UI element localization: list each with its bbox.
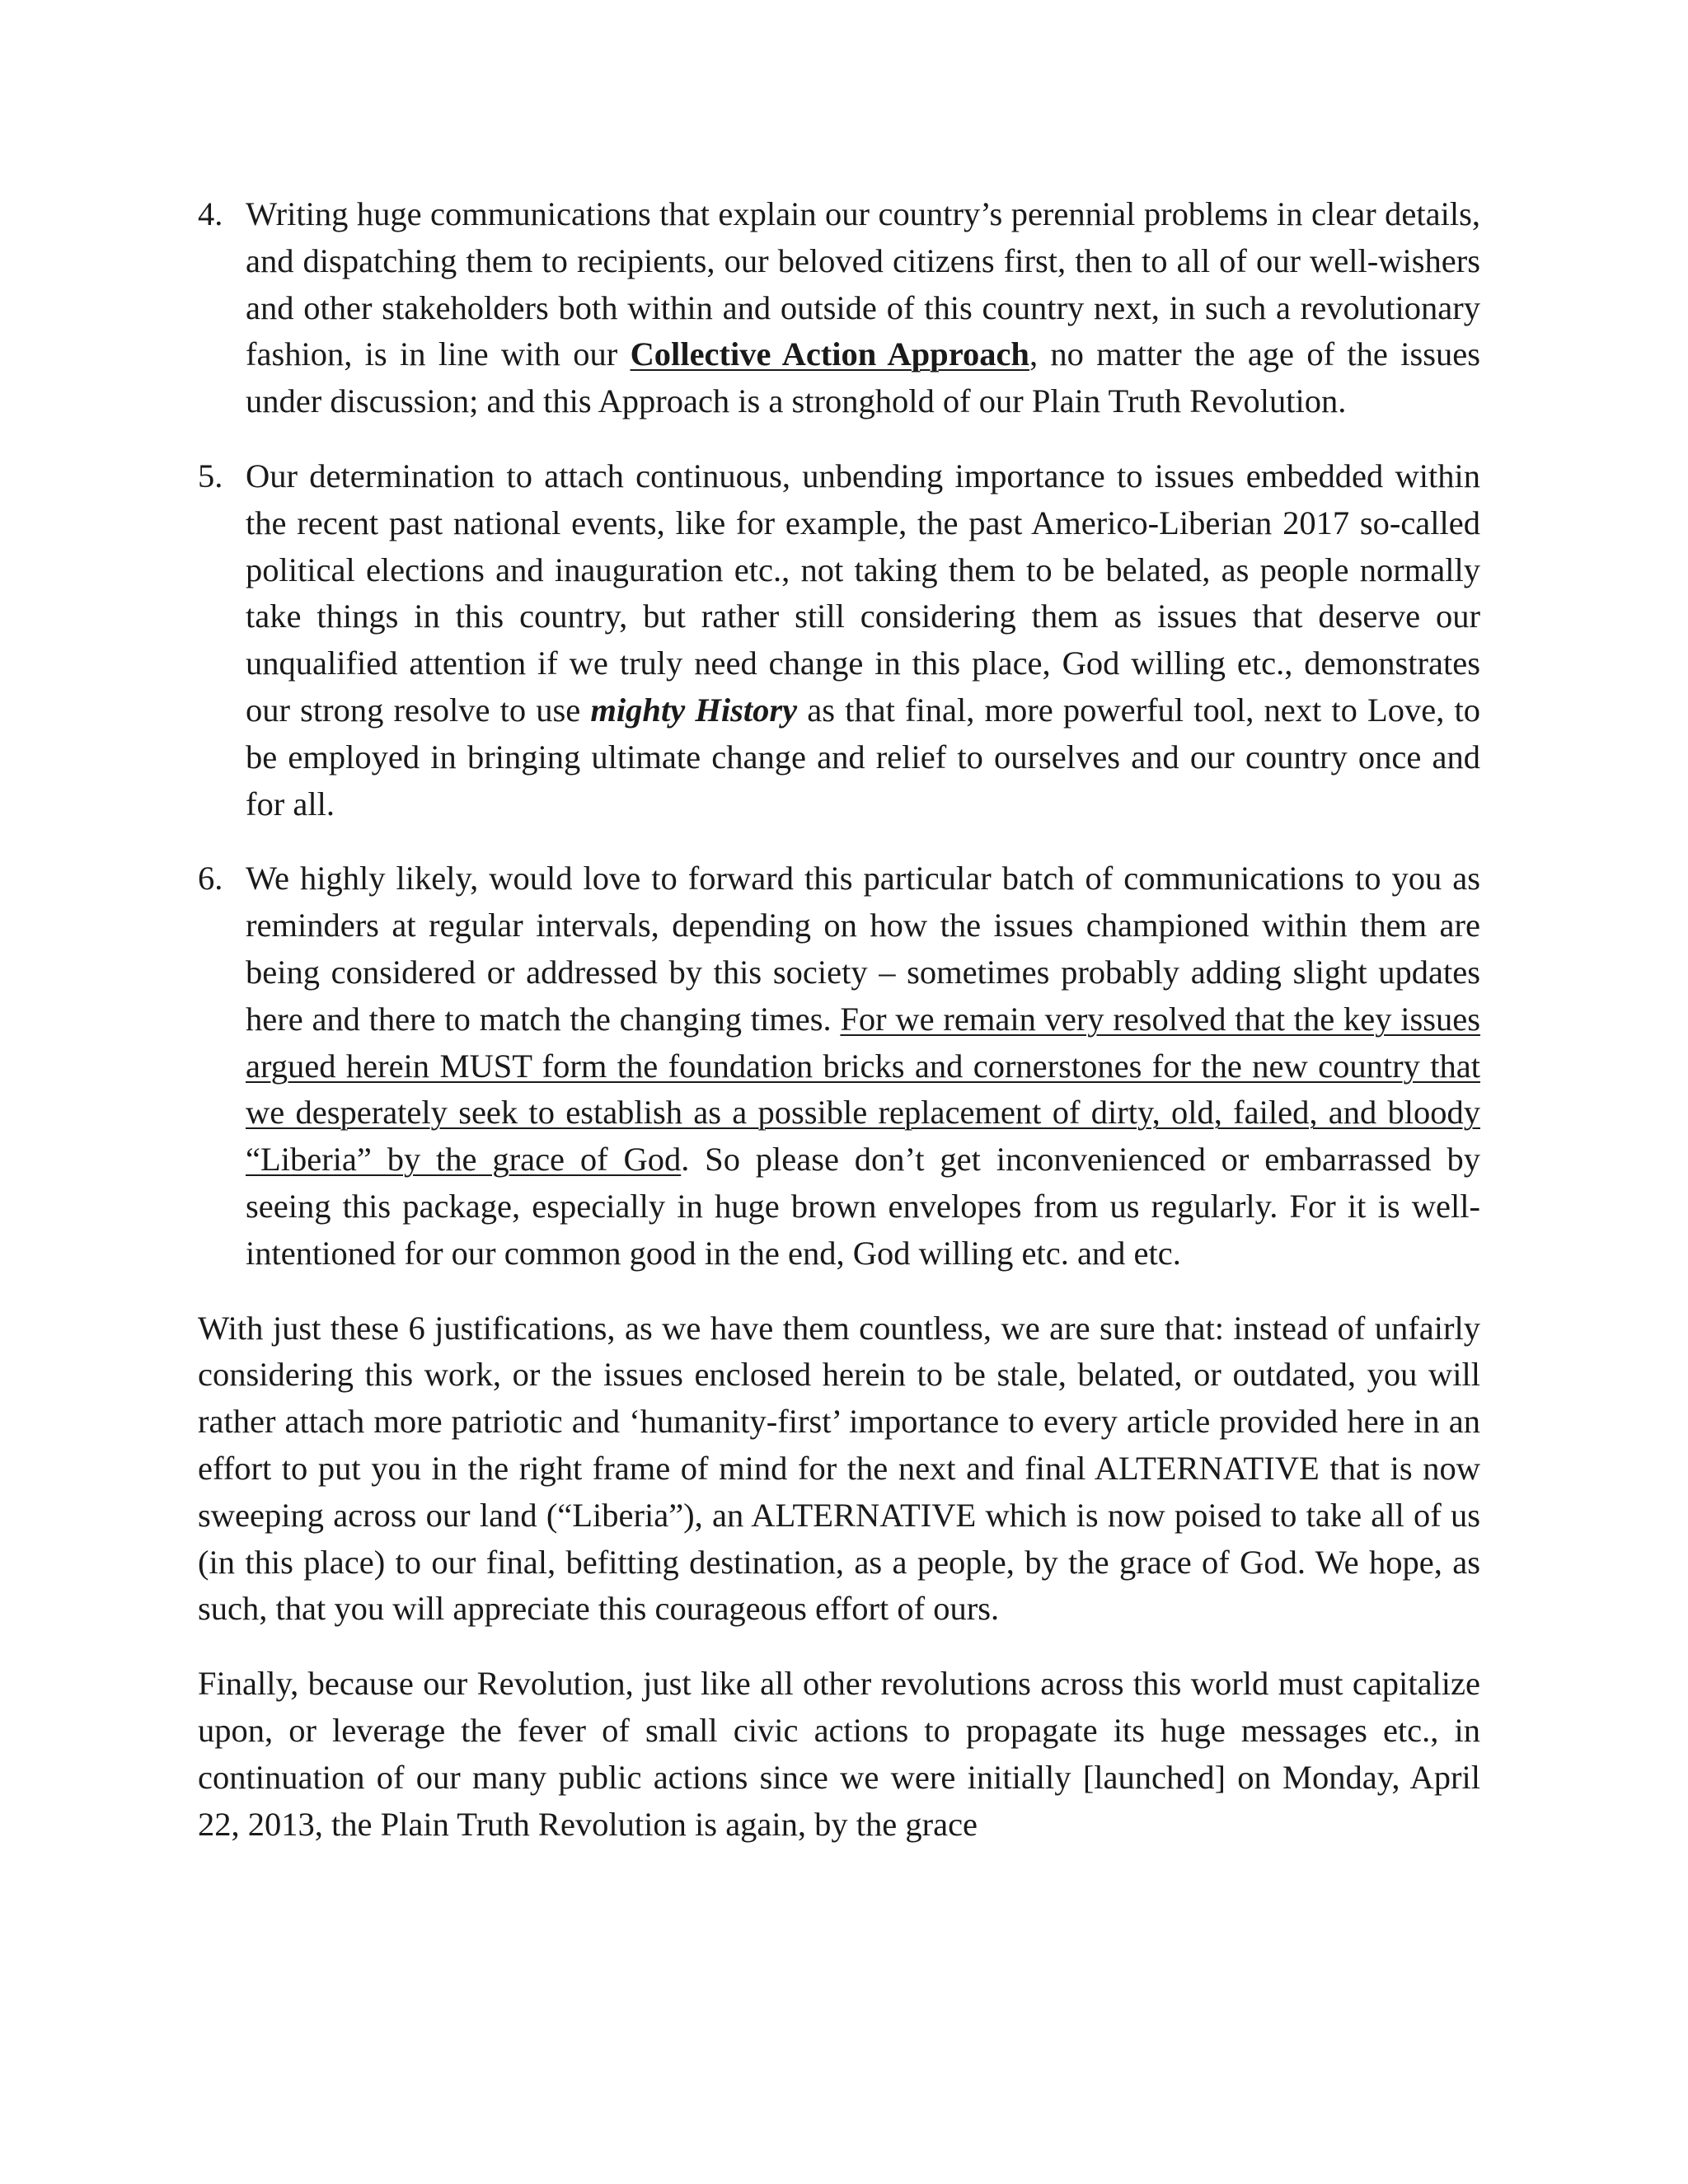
- list-item-emphasis: For we remain very resolved that the key issues argued herein MUST form the foundation bricks and cornerstones for the new country that we desperately seek to establish as a possible replacement of dirty, old, failed, and bloody “Liberia” by the grace of God: [246, 1000, 1480, 1179]
- body-paragraph: With just these 6 justifications, as we have them countless, we are sure that: instead of unfairly considering this work, or the issues enclosed herein to be stale, belated, or outdated, you will rather attach more patriotic and ‘humanity-first’ importance to every article provided here in an effort to put you in the right frame of mind for the next and final ALTERNATIVE that is now sweeping across our land (“Liberia”), an ALTERNATIVE which is now poised to take all of us (in this place) to our final, befitting destination, as a people, by the grace of God. We hope, as such, that you will appreciate this courageous effort of ours.: [198, 1309, 1480, 1628]
- list-item-emphasis: mighty History: [590, 691, 798, 729]
- list-item-number: 4.: [198, 195, 223, 232]
- list-item-text-continued: , no matter the age of the issues under discussion; and this Approach is a stronghold of our Plain Truth Revolution.: [246, 335, 1480, 420]
- list-item-text-continued: as that final, more powerful tool, next to Love, to be employed in bringing ultimate change and relief to ourselves and our country once and for all.: [246, 691, 1480, 823]
- numbered-list: [198, 191, 1480, 1277]
- body-paragraph: Finally, because our Revolution, just like all other revolutions across this world must capitalize upon, or leverage the fever of small civic actions to propagate its huge messages etc., in continuation of our many public actions since we were initially [launched] on Monday, April 22, 2013, the Plain Truth Revolution is again, by the grace: [198, 1665, 1480, 1843]
- list-item-number: 5.: [198, 457, 223, 494]
- list-item-text: Our determination to attach continuous, unbending importance to issues embedded within the recent past national events, like for example, the past Americo-Liberian 2017 so-called political elections and inauguration etc., not taking them to be belated, as people normally take things in this country, but rather still considering them as issues that deserve our unqualified attention if we truly need change in this place, God willing etc., demonstrates our strong resolve to use: [246, 457, 1480, 729]
- list-item: [198, 191, 1480, 425]
- list-item: [198, 453, 1480, 827]
- list-item-number: 6.: [198, 860, 223, 898]
- list-item-text-continued: . So please don’t get inconvenienced or embarrassed by seeing this package, especially in huge brown envelopes from us regularly. For it is well-intentioned for our common good in the end, God willing etc. and etc.: [246, 1141, 1480, 1272]
- page-content: [198, 191, 1480, 1876]
- list-item-emphasis: Collective Action Approach: [630, 335, 1029, 373]
- list-item: [198, 855, 1480, 1277]
- list-item-text: Writing huge communications that explain our country’s perennial problems in clear details, and dispatching them to recipients, our beloved citizens first, then to all of our well-wishers and other stakeholders both within and outside of this country next, in such a revolutionary fashion, is in line with our: [246, 195, 1480, 373]
- list-item-text: We highly likely, would love to forward this particular batch of communications to you as reminders at regular intervals, depending on how the issues championed within them are being considered or addressed by this society – sometimes probably adding slight updates here and there to match the changing times.: [246, 860, 1480, 1038]
